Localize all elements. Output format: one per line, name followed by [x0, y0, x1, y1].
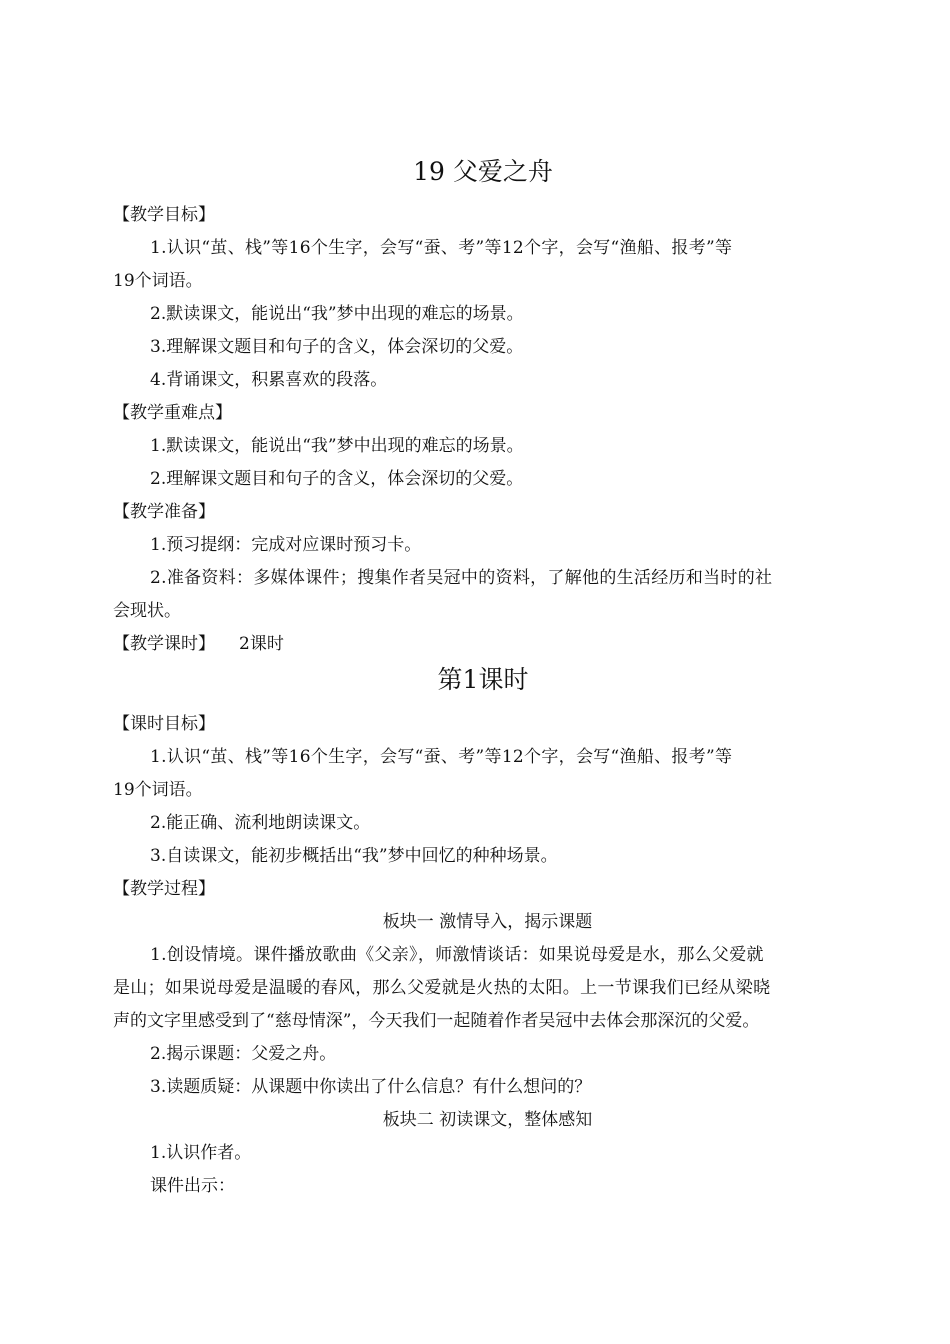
teaching-goal-line: 1.认识“茧、栈”等16个生字，会写“蚕、考”等12个字，会写“渔船、报考”等 [150, 238, 733, 258]
teaching-goal-line: 19个词语。 [113, 271, 203, 291]
document-title: 19 父爱之舟 [413, 157, 553, 186]
teaching-goal-line: 4.背诵课文，积累喜欢的段落。 [150, 370, 388, 390]
lesson-goal-line: 19个词语。 [113, 780, 203, 800]
block-two-title: 板块二 初读课文，整体感知 [382, 1110, 593, 1130]
key-points-heading: 【教学重难点】 [113, 403, 232, 423]
key-point-line: 2.理解课文题目和句子的含义，体会深切的父爱。 [150, 469, 524, 489]
block-one-line: 声的文字里感受到了“慈母情深”，今天我们一起随着作者吴冠中去体会那深沉的父爱。 [113, 1011, 760, 1031]
lesson-goal-line: 3.自读课文，能初步概括出“我”梦中回忆的种种场景。 [150, 846, 558, 866]
lesson-goals-heading: 【课时目标】 [113, 714, 215, 734]
preparation-line: 会现状。 [113, 601, 181, 621]
preparation-line: 2.准备资料：多媒体课件；搜集作者吴冠中的资料，了解他的生活经历和当时的社 [150, 568, 773, 588]
preparation-line: 1.预习提纲：完成对应课时预习卡。 [150, 535, 422, 555]
block-two-line: 1.认识作者。 [150, 1143, 252, 1163]
block-one-line: 1.创设情境。课件播放歌曲《父亲》，师激情谈话：如果说母爱是水，那么父爱就 [150, 945, 764, 965]
preparation-heading: 【教学准备】 [113, 502, 215, 522]
block-one-line: 2.揭示课题：父爱之舟。 [150, 1044, 337, 1064]
teaching-goal-line: 3.理解课文题目和句子的含义，体会深切的父爱。 [150, 337, 524, 357]
teaching-hours-row [113, 633, 858, 655]
process-heading: 【教学过程】 [113, 879, 215, 899]
teaching-goals-heading: 【教学目标】 [113, 205, 215, 225]
lesson-title: 第1课时 [437, 665, 529, 694]
block-one-line: 是山；如果说母爱是温暖的春风，那么父爱就是火热的太阳。上一节课我们已经从梁晓 [113, 978, 771, 998]
block-one-title: 板块一 激情导入，揭示课题 [382, 912, 593, 932]
teaching-goal-line: 2.默读课文，能说出“我”梦中出现的难忘的场景。 [150, 304, 524, 324]
teaching-hours-heading: 【教学课时】 [113, 634, 215, 654]
key-point-line: 1.默读课文，能说出“我”梦中出现的难忘的场景。 [150, 436, 524, 456]
teaching-hours-value: 2课时 [239, 634, 284, 654]
lesson-goal-line: 1.认识“茧、栈”等16个生字，会写“蚕、考”等12个字，会写“渔船、报考”等 [150, 747, 733, 767]
block-one-line: 3.读题质疑：从课题中你读出了什么信息？有什么想问的？ [150, 1077, 592, 1097]
lesson-goal-line: 2.能正确、流利地朗读课文。 [150, 813, 371, 833]
block-two-line: 课件出示： [150, 1176, 235, 1196]
